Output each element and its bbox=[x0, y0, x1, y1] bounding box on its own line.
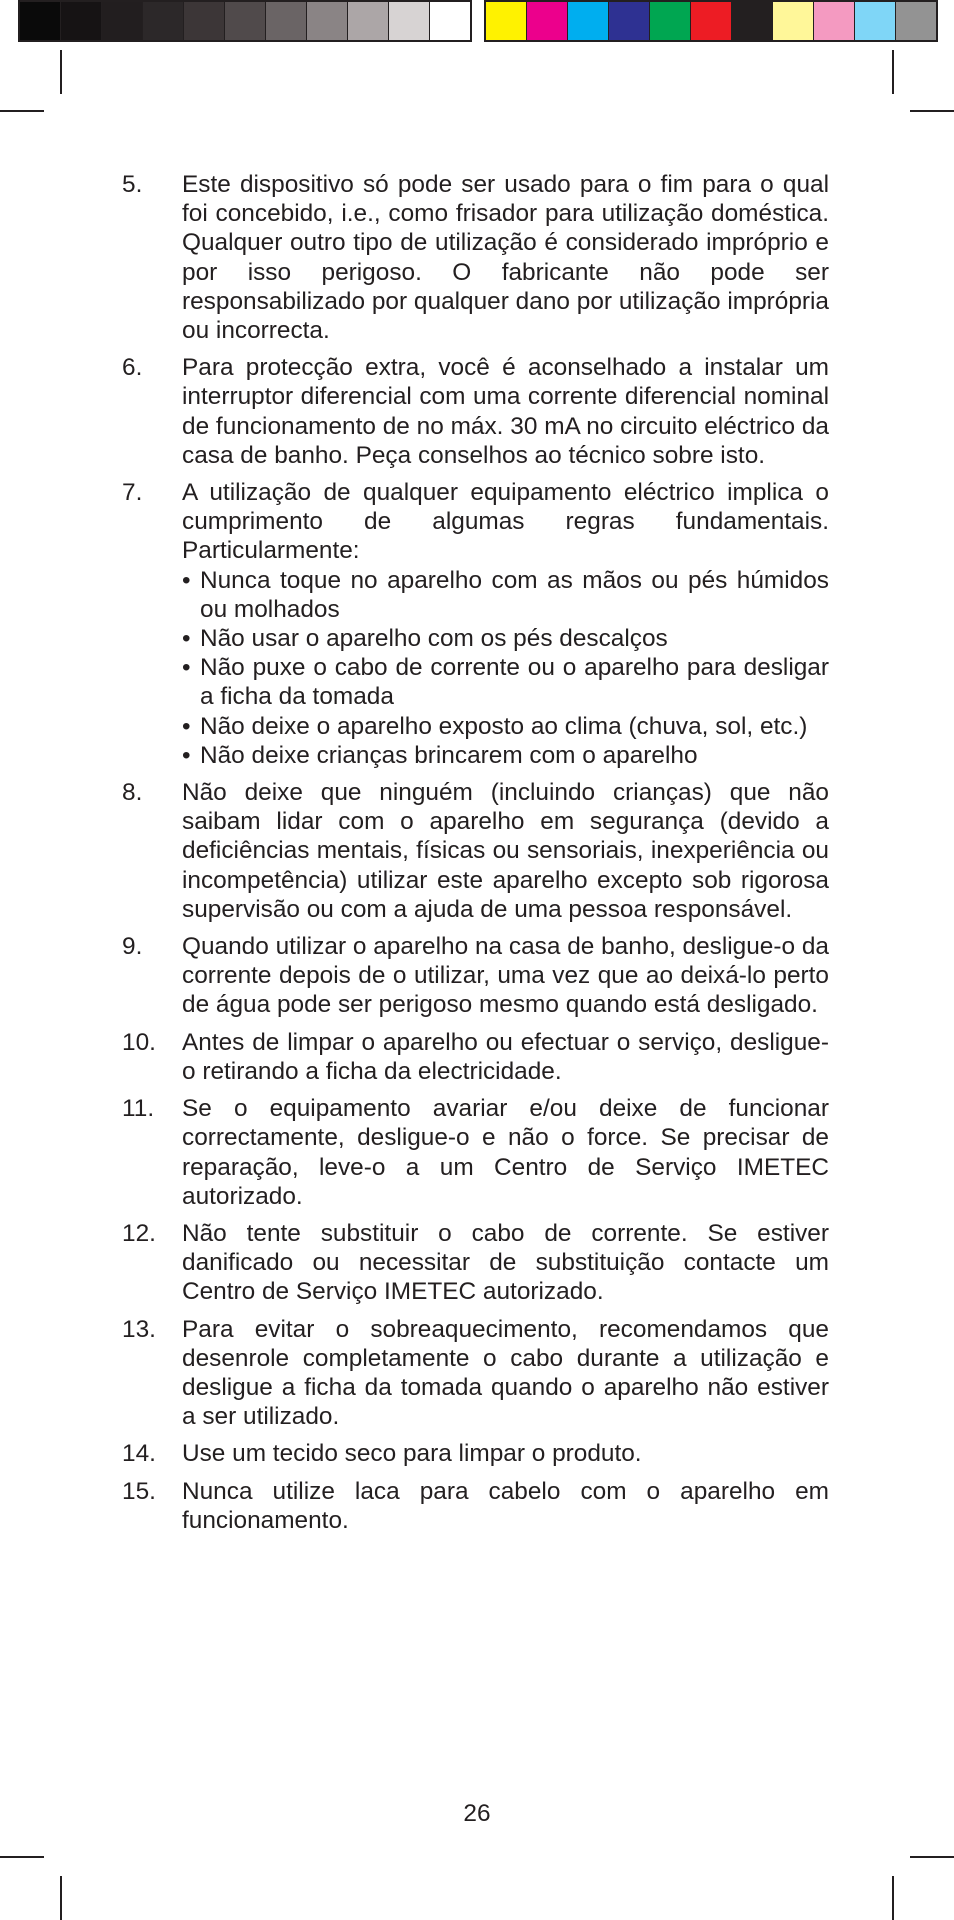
bullet-item: • Não deixe o aparelho exposto ao clima (chuva, sol, etc.) bbox=[182, 712, 829, 741]
item-number: 8. bbox=[122, 779, 143, 807]
color-swatch bbox=[307, 2, 348, 40]
bullet-list bbox=[182, 566, 829, 770]
item-text: Nunca utilize laca para cabelo com o aparelho em funcionamento. bbox=[182, 1477, 829, 1534]
crop-mark bbox=[910, 1856, 954, 1858]
list-item bbox=[122, 932, 829, 1020]
item-number: 12. bbox=[122, 1219, 156, 1247]
item-text: Antes de limpar o aparelho ou efectuar o serviço, desligue-o retirando a ficha da electricidade. bbox=[182, 1028, 829, 1085]
color-swatch bbox=[896, 2, 936, 40]
list-item bbox=[122, 1439, 829, 1468]
list-item bbox=[122, 478, 829, 770]
color-swatch bbox=[855, 2, 896, 40]
grayscale-swatch-strip bbox=[18, 0, 472, 42]
list-item bbox=[122, 1219, 829, 1307]
item-text: Para protecção extra, você é aconselhado a instalar um interruptor diferencial com uma corrente diferencial nominal de funcionamento de no máx. 30 mA no circuito eléctrico da casa de banho. Peça conselhos ao técnico sobre isto. bbox=[182, 354, 829, 469]
list-item bbox=[122, 1315, 829, 1432]
list-item bbox=[122, 353, 829, 470]
color-swatch bbox=[814, 2, 855, 40]
crop-mark bbox=[892, 1876, 894, 1920]
safety-instructions bbox=[122, 170, 829, 1543]
color-swatch bbox=[61, 2, 102, 40]
bullet-item: • Não deixe crianças brincarem com o aparelho bbox=[182, 741, 829, 770]
color-swatch bbox=[430, 2, 470, 40]
item-text: Este dispositivo só pode ser usado para o fim para o qual foi concebido, i.e., como frisador para utilização doméstica. Qualquer outro tipo de utilização é considerado impróprio e por isso perigoso. O fabricante não pode ser responsabilizado por qualquer dano por utilização imprópria ou incorrecta. bbox=[182, 171, 829, 345]
item-number: 6. bbox=[122, 354, 143, 382]
crop-mark bbox=[0, 110, 44, 112]
item-text: Não tente substituir o cabo de corrente. Se estiver danificado ou necessitar de substituição contacte um Centro de Serviço IMETEC autorizado. bbox=[182, 1219, 829, 1306]
color-swatch bbox=[527, 2, 568, 40]
bullet-item: • Não usar o aparelho com os pés descalços bbox=[182, 624, 829, 653]
page-number: 26 bbox=[463, 1800, 491, 1827]
item-text: Se o equipamento avariar e/ou deixe de funcionar correctamente, desligue-o e não o force. Se precisar de reparação, leve-o a um Centro de Serviço IMETEC autorizado. bbox=[182, 1095, 829, 1210]
list-item bbox=[122, 170, 829, 345]
bullet-item: • Nunca toque no aparelho com as mãos ou pés húmidos ou molhados bbox=[182, 566, 829, 624]
crop-mark bbox=[892, 50, 894, 94]
numbered-list bbox=[122, 170, 829, 1535]
color-swatch bbox=[143, 2, 184, 40]
print-color-bar bbox=[0, 0, 954, 46]
item-number: 5. bbox=[122, 171, 143, 198]
list-item bbox=[122, 1028, 829, 1086]
color-swatch bbox=[691, 2, 732, 40]
color-swatch bbox=[568, 2, 609, 40]
color-swatch bbox=[732, 2, 773, 40]
color-swatch bbox=[20, 2, 61, 40]
color-swatch bbox=[609, 2, 650, 40]
color-swatch bbox=[184, 2, 225, 40]
item-text: A utilização de qualquer equipamento eléctrico implica o cumprimento de algumas regras fundamentais. Particularmente: bbox=[182, 479, 829, 565]
color-swatch bbox=[773, 2, 814, 40]
crop-mark bbox=[60, 1876, 62, 1920]
color-swatch bbox=[102, 2, 143, 40]
color-swatch bbox=[486, 2, 527, 40]
item-number: 10. bbox=[122, 1028, 156, 1056]
color-swatch bbox=[650, 2, 691, 40]
item-number: 13. bbox=[122, 1315, 156, 1343]
color-swatch-strip bbox=[484, 0, 938, 42]
color-swatch bbox=[225, 2, 266, 40]
item-text: Não deixe que ninguém (incluindo crianças) que não saibam lidar com o aparelho em segurança (devido a deficiências mentais, físicas ou sensoriais, inexperiência ou incompetência) utilizar este aparelho excepto sob rigorosa supervisão ou com a ajuda de uma pessoa responsável. bbox=[182, 779, 829, 923]
color-swatch bbox=[389, 2, 430, 40]
color-swatch bbox=[266, 2, 307, 40]
item-number: 7. bbox=[122, 479, 143, 507]
bullet-item: • Não puxe o cabo de corrente ou o aparelho para desligar a ficha da tomada bbox=[182, 653, 829, 711]
list-item bbox=[122, 1094, 829, 1211]
crop-mark bbox=[0, 1856, 44, 1858]
crop-mark bbox=[910, 110, 954, 112]
list-item bbox=[122, 778, 829, 924]
item-text: Quando utilizar o aparelho na casa de banho, desligue-o da corrente depois de o utilizar, uma vez que ao deixá-lo perto de água pode ser perigoso mesmo quando está desligado. bbox=[182, 933, 829, 1019]
item-text: Para evitar o sobreaquecimento, recomendamos que desenrole completamente o cabo durante a utilização e desligue a ficha da tomada quando o aparelho não estiver a ser utilizado. bbox=[182, 1315, 829, 1431]
item-number: 15. bbox=[122, 1477, 156, 1505]
item-number: 9. bbox=[122, 933, 143, 961]
crop-mark bbox=[60, 50, 62, 94]
color-swatch bbox=[348, 2, 389, 40]
item-text: Use um tecido seco para limpar o produto. bbox=[182, 1440, 642, 1468]
list-item bbox=[122, 1477, 829, 1535]
item-number: 14. bbox=[122, 1440, 156, 1468]
item-number: 11. bbox=[122, 1095, 155, 1123]
